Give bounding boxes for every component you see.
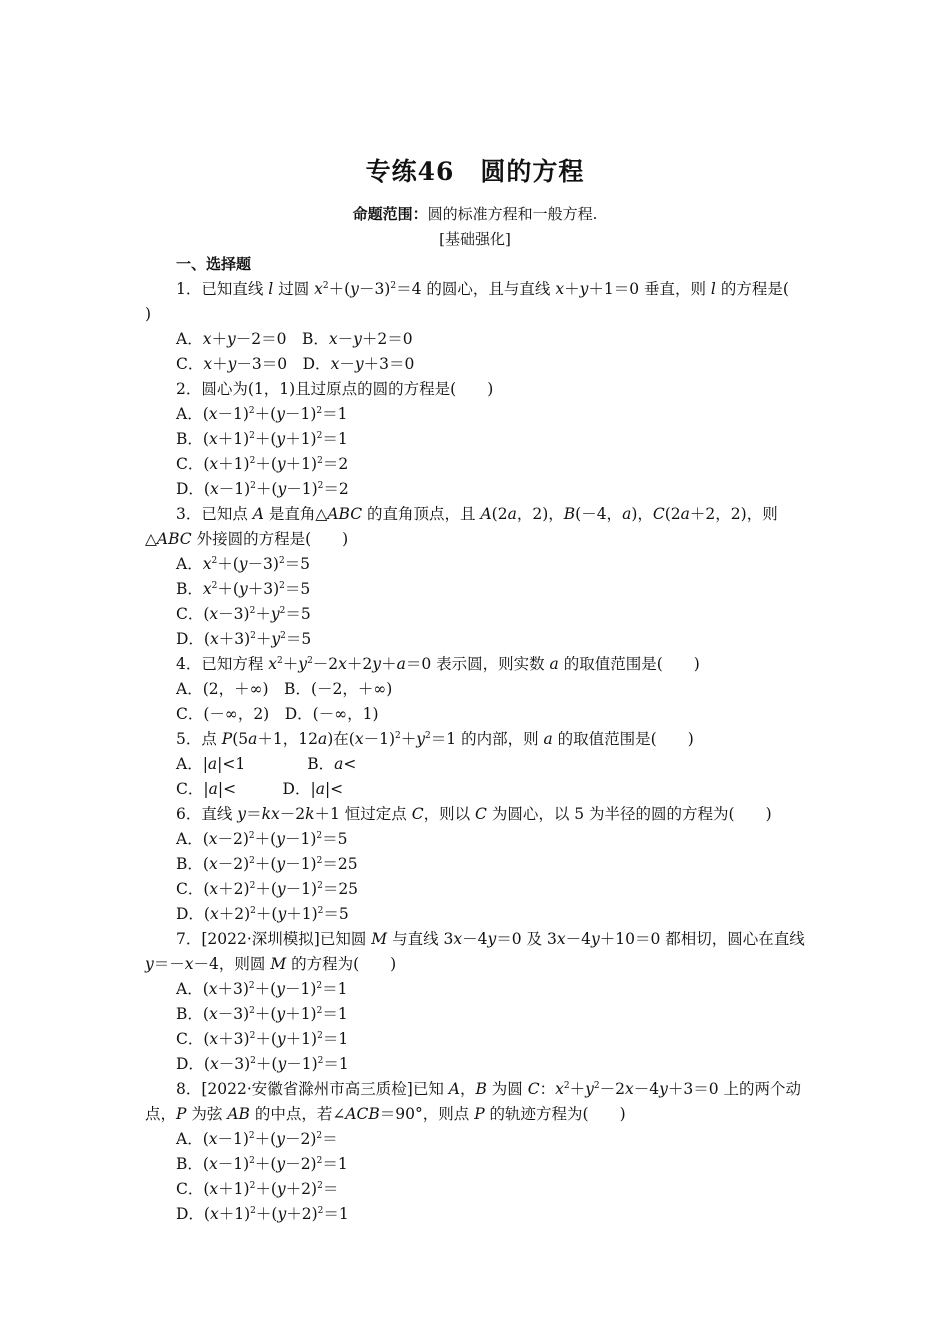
answer-option: C．$(x+2)^2+(y-1)^2=25$ xyxy=(176,880,359,898)
answer-option: D．$(x-3)^2+(y-1)^2=1$ xyxy=(176,1055,349,1073)
answer-option: C．|a|< D．|a|< xyxy=(176,780,344,798)
answer-option: B．$(x-3)^2+(y+1)^2=1$ xyxy=(176,1005,348,1023)
answer-option: D．$(x+1)^2+(y+2)^2=1$ xyxy=(176,1205,349,1223)
answer-option: C．x＋y－3＝0 D．x－y＋3＝0 xyxy=(176,355,415,373)
scope-text: 圆的标准方程和一般方程. xyxy=(427,205,598,223)
answer-option: D．$(x-1)^2+(y-1)^2=2$ xyxy=(176,480,349,498)
question-text: 4．已知方程 $x^2+y^2-2x+2y+a=0$ 表示圆，则实数 a 的取值范围是( ) xyxy=(176,655,700,673)
answer-option: C．(－∞，2) D．(－∞，1) xyxy=(176,705,379,723)
question-text: 5．点 P(5a＋1，12a)在$(x-1)^2+y^2=1$ 的内部，则 a 的取值范围是( ) xyxy=(176,730,694,748)
answer-option: A．$x^2+(y-3)^2=5$ xyxy=(176,555,311,573)
section-tag: [基础强化] xyxy=(439,230,511,248)
answer-option: A．x＋y－2＝0 B．x－y＋2＝0 xyxy=(176,330,413,348)
question-text: 1．已知直线 l 过圆 $x^2+(y-3)^2=4$ 的圆心，且与直线 x＋y＋1＝0 垂直，则 l 的方程是( xyxy=(176,280,789,298)
question-text-continued: 点，P 为弦 AB 的中点，若∠ACB＝90°，则点 P 的轨迹方程为( ) xyxy=(145,1105,626,1123)
answer-option: B．$(x+1)^2+(y+1)^2=1$ xyxy=(176,430,348,448)
question-text: 7．[2022·深圳模拟]已知圆 M 与直线 3x－4y＝0 及 3x－4y＋10＝0 都相切，圆心在直线 xyxy=(176,930,805,948)
question-text: 6．直线 y＝kx－2k＋1 恒过定点 C，则以 C 为圆心，以 5 为半径的圆的方程为( ) xyxy=(176,805,772,823)
answer-option: A．$(x-1)^2+(y-2)^2=$ xyxy=(176,1130,338,1148)
question-text-continued: △ABC 外接圆的方程是( ) xyxy=(145,530,349,548)
question-text-continued: ) xyxy=(145,305,152,323)
question-text: 8．[2022·安徽省滁州市高三质检]已知 A，B 为圆 C：$x^2+y^2-2x-4y+3=0$ 上的两个动 xyxy=(176,1080,802,1098)
answer-option: C．$(x+1)^2+(y+2)^2=$ xyxy=(176,1180,339,1198)
answer-option: D．$(x+3)^2+y^2=5$ xyxy=(176,630,312,648)
answer-option: A．$(x+3)^2+(y-1)^2=1$ xyxy=(176,980,348,998)
answer-option: A．$(x-1)^2+(y-1)^2=1$ xyxy=(176,405,348,423)
scope-line xyxy=(0,203,950,224)
answer-option: A．(2，＋∞) B．(－2，＋∞) xyxy=(176,680,393,698)
page-title: 专练46 圆的方程 xyxy=(365,157,585,186)
answer-option: D．$(x+2)^2+(y+1)^2=5$ xyxy=(176,905,349,923)
scope-label: 命题范围： xyxy=(352,205,428,223)
answer-option: A．$(x-2)^2+(y-1)^2=5$ xyxy=(176,830,348,848)
answer-option: C．$(x+1)^2+(y+1)^2=2$ xyxy=(176,455,349,473)
answer-option: B．$(x-1)^2+(y-2)^2=1$ xyxy=(176,1155,348,1173)
question-text: 3．已知点 A 是直角△ABC 的直角顶点，且 A(2a，2)，B(－4，a)，C(2a＋2，2)，则 xyxy=(176,505,778,523)
question-text: 2．圆心为(1，1)且过原点的圆的方程是( ) xyxy=(176,380,494,398)
answer-option: A．|a|<1 B．a< xyxy=(176,755,357,773)
question-text-continued: y＝－x－4，则圆 M 的方程为( ) xyxy=(145,955,397,973)
answer-option: C．$(x-3)^2+y^2=5$ xyxy=(176,605,311,623)
answer-option: B．$(x-2)^2+(y-1)^2=25$ xyxy=(176,855,358,873)
section-heading: 一、选择题 xyxy=(176,255,252,273)
question-list xyxy=(145,277,810,1227)
answer-option: B．$x^2+(y+3)^2=5$ xyxy=(176,580,311,598)
answer-option: C．$(x+3)^2+(y+1)^2=1$ xyxy=(176,1030,349,1048)
